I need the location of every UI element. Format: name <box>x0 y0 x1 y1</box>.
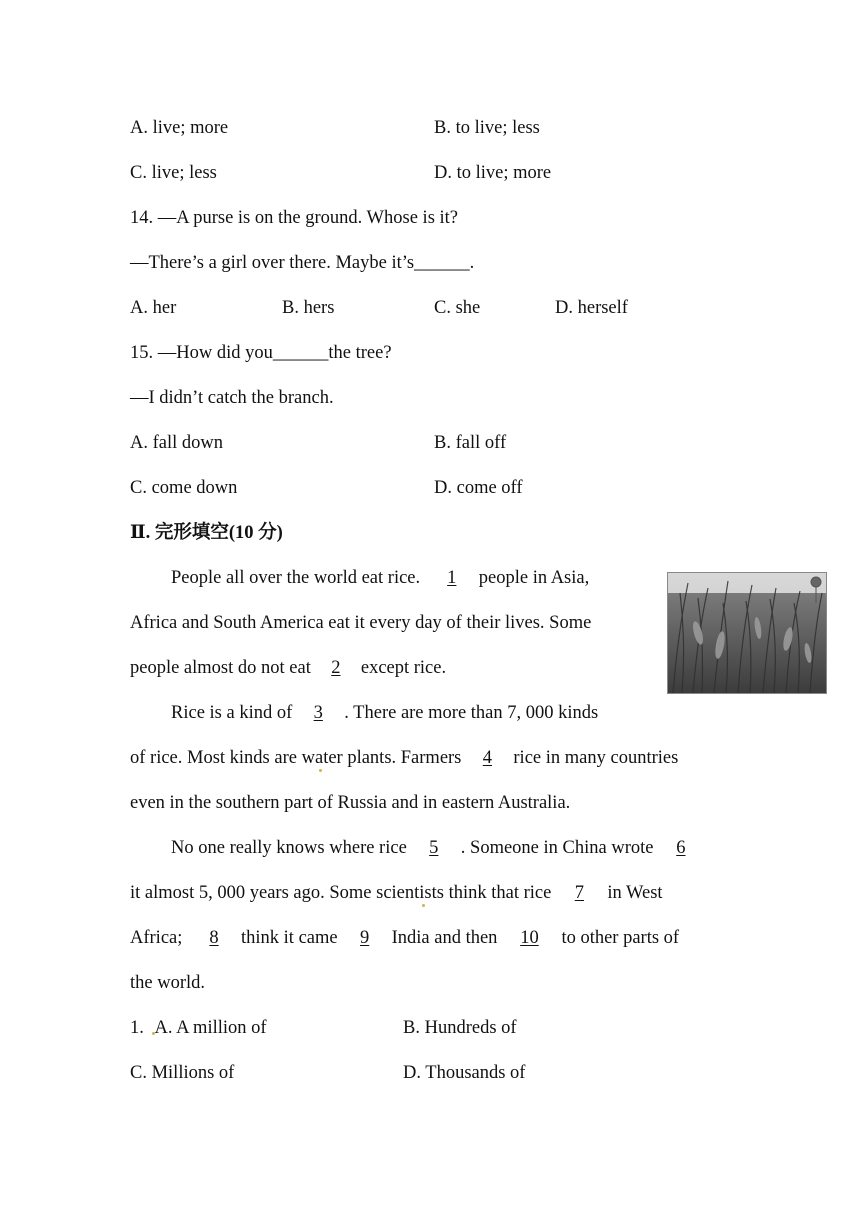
cloze-q1-option-a-text: A. A million of <box>154 1018 267 1038</box>
q15-stem <box>130 341 392 365</box>
passage-p1-line2: Africa and South America eat it every day of their lives. Some <box>130 613 592 633</box>
passage-text: India and then <box>391 928 498 948</box>
cloze-blank-6: 6 <box>676 838 686 858</box>
q15-stem-text: 15. —How did you <box>130 343 273 363</box>
q14-option-d: D. herself <box>555 298 628 318</box>
rice-field-photo <box>667 572 827 694</box>
passage-text: people in Asia, <box>478 568 590 588</box>
rice-field-image <box>668 573 826 693</box>
cloze-q1-option-a <box>130 1016 267 1040</box>
q14-option-a: A. her <box>130 298 177 318</box>
passage-text: ter plants. Farmers <box>323 748 462 768</box>
cloze-q1-option-b: B. Hundreds of <box>403 1018 517 1038</box>
q15-option-c: C. come down <box>130 478 238 498</box>
q13-option-a: A. live; more <box>130 118 229 138</box>
passage-p3-line4: the world. <box>130 973 206 993</box>
passage-text: sts think that rice <box>424 883 552 903</box>
passage-text: No one really knows where rice <box>171 838 407 858</box>
passage-text: . Someone in China wrote <box>460 838 654 858</box>
passage-p2-line2 <box>130 746 678 770</box>
passage-text: it almost 5, 000 years ago. Some scient <box>130 883 420 903</box>
q14-option-c: C. she <box>434 298 481 318</box>
cloze-blank-8: 8 <box>209 928 219 948</box>
passage-text: i <box>419 883 425 903</box>
cloze-blank-5: 5 <box>429 838 439 858</box>
q13-option-d: D. to live; more <box>434 163 552 183</box>
passage-text: except rice. <box>360 658 447 678</box>
q14-stem: 14. —A purse is on the ground. Whose is it? <box>130 208 459 228</box>
passage-text: a <box>314 748 324 768</box>
q15-option-a: A. fall down <box>130 433 223 453</box>
cloze-blank-1: 1 <box>447 568 457 588</box>
cloze-q1-option-c: C. Millions of <box>130 1063 235 1083</box>
cloze-q1-number: 1. <box>130 1018 149 1038</box>
passage-p3-line1 <box>171 836 685 860</box>
passage-text: People all over the world eat rice. <box>171 568 425 588</box>
passage-p2-line3: even in the southern part of Russia and in eastern Australia. <box>130 793 571 813</box>
passage-p1-line1 <box>171 566 589 590</box>
q13-option-b: B. to live; less <box>434 118 540 138</box>
cloze-blank-9: 9 <box>359 928 370 948</box>
passage-text: to other parts of <box>561 928 680 948</box>
passage-p1-line3 <box>130 656 446 680</box>
passage-text: Africa; <box>130 928 188 948</box>
passage-p3-line3 <box>130 926 679 950</box>
q15-option-b: B. fall off <box>434 433 507 453</box>
passage-text: rice in many countries <box>513 748 679 768</box>
q14-blank: ______ <box>414 253 470 273</box>
q14-reply <box>130 251 474 275</box>
q14-reply-text: —There’s a girl over there. Maybe it’s <box>130 253 415 273</box>
passage-text: people almost do not eat <box>130 658 311 678</box>
q15-reply: —I didn’t catch the branch. <box>130 388 334 408</box>
q14-option-b: B. hers <box>282 298 335 318</box>
q13-option-c: C. live; less <box>130 163 217 183</box>
passage-text: in West <box>607 883 663 903</box>
q15-option-d: D. come off <box>434 478 523 498</box>
passage-text: . There are more than 7, 000 kinds <box>344 703 599 723</box>
q15-stem-end: the tree? <box>328 343 392 363</box>
passage-text: of rice. Most kinds are w <box>130 748 315 768</box>
passage-p2-line1 <box>171 701 598 725</box>
cloze-blank-4: 4 <box>482 748 493 768</box>
passage-text: Rice is a kind of <box>171 703 293 723</box>
passage-text: think it came <box>241 928 338 948</box>
cloze-blank-7: 7 <box>574 883 584 903</box>
cloze-q1-option-d: D. Thousands of <box>403 1063 526 1083</box>
passage-p3-line2 <box>130 881 663 905</box>
section-heading: Ⅱ. 完形填空(10 分) <box>130 523 283 543</box>
q14-reply-end: . <box>469 253 475 273</box>
q15-blank: ______ <box>272 343 329 363</box>
cloze-blank-2: 2 <box>331 658 341 678</box>
cloze-blank-3: 3 <box>313 703 323 723</box>
cloze-blank-10: 10 <box>520 928 539 948</box>
